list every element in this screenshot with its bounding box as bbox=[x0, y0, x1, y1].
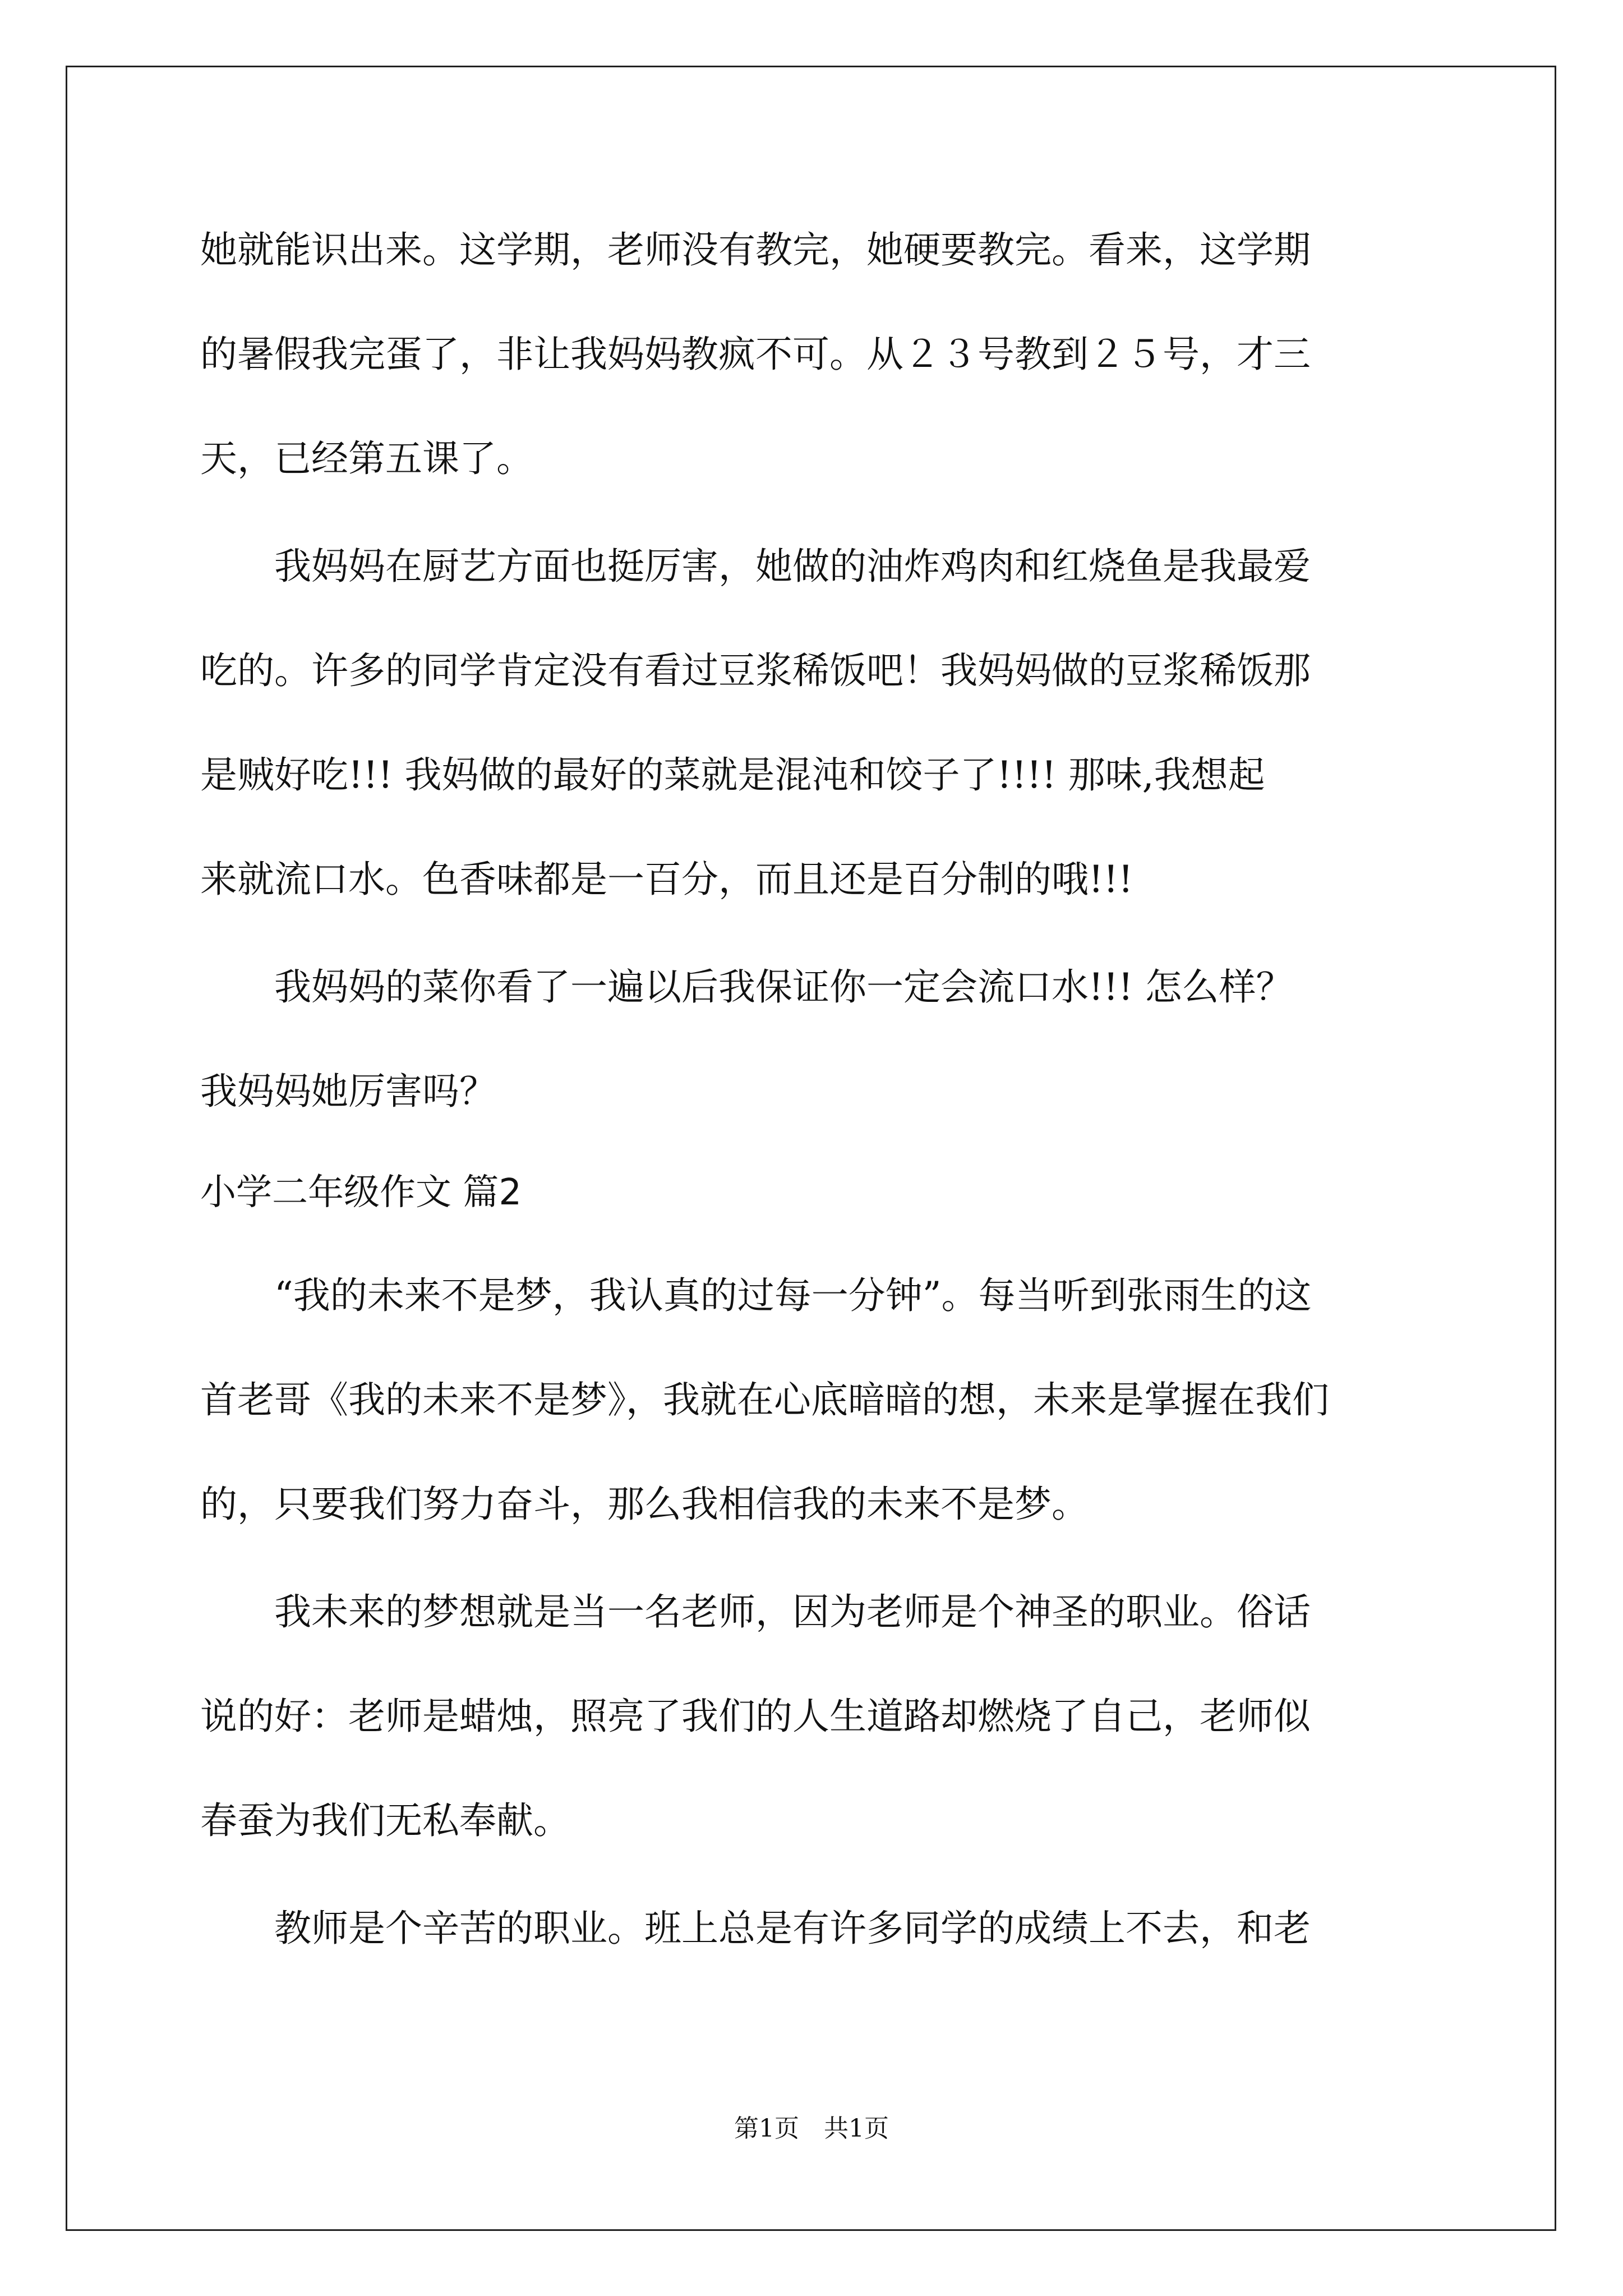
text-line-16: 春蚕为我们无私奉献。 bbox=[200, 1799, 570, 1842]
text-line-6: 是贼好吃!!! 我妈做的最好的菜就是混沌和饺子了!!!! 那味,我想起 bbox=[200, 753, 1265, 797]
text-line-13: 的，只要我们努力奋斗，那么我相信我的未来不是梦。 bbox=[200, 1483, 1089, 1526]
section-heading: 小学二年级作文 篇2 bbox=[200, 1172, 522, 1213]
text-line-7: 来就流口水。色香味都是一百分，而且还是百分制的哦!!! bbox=[200, 858, 1133, 901]
text-line-1: 她就能识出来。这学期，老师没有教完，她硬要教完。看来，这学期 bbox=[200, 228, 1311, 272]
text-line-2: 的暑假我完蛋了，非让我妈妈教疯不可。从２３号教到２５号，才三 bbox=[200, 333, 1311, 376]
text-line-8: 我妈妈的菜你看了一遍以后我保证你一定会流口水!!! 怎么样？ bbox=[200, 965, 1293, 1009]
text-line-14: 我未来的梦想就是当一名老师，因为老师是个神圣的职业。俗话 bbox=[200, 1590, 1311, 1634]
text-line-11: “我的未来不是梦，我认真的过每一分钟”。每当听到张雨生的这 bbox=[200, 1274, 1312, 1317]
text-line-4: 我妈妈在厨艺方面也挺厉害，她做的油炸鸡肉和红烧鱼是我最爱 bbox=[200, 545, 1311, 588]
page-border bbox=[66, 66, 1556, 2231]
text-line-9: 我妈妈她厉害吗？ bbox=[200, 1070, 496, 1113]
page-footer: 第1页 共1页 bbox=[734, 2114, 889, 2143]
text-line-12: 首老哥《我的未来不是梦》，我就在心底暗暗的想，未来是掌握在我们 bbox=[200, 1378, 1329, 1421]
text-line-5: 吃的。许多的同学肯定没有看过豆浆稀饭吧！我妈妈做的豆浆稀饭那 bbox=[200, 649, 1311, 692]
text-line-15: 说的好：老师是蜡烛，照亮了我们的人生道路却燃烧了自己，老师似 bbox=[200, 1695, 1311, 1738]
text-line-17: 教师是个辛苦的职业。班上总是有许多同学的成绩上不去，和老 bbox=[200, 1907, 1311, 1950]
text-line-3: 天，已经第五课了。 bbox=[200, 437, 533, 480]
